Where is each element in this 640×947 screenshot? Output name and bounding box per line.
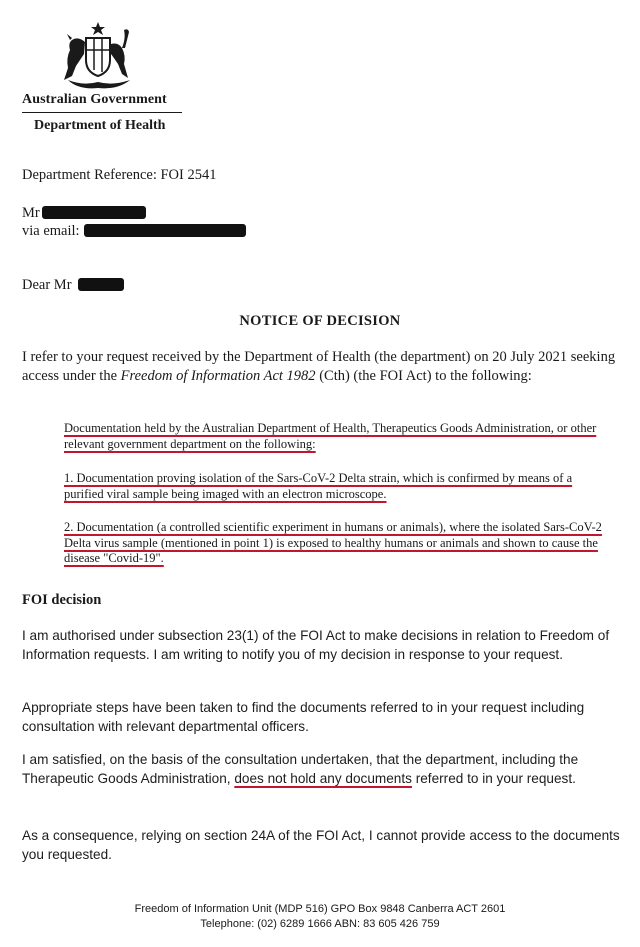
intro-text-part2: (Cth) (the FOI Act) to the following: <box>315 368 532 384</box>
recipient-email-label: via email: <box>22 223 80 239</box>
request-item-1: 1. Documentation proving isolation of the Sars-CoV-2 Delta strain, which is confirmed by means of a purified viral sample being imaged with an electron microscope. <box>64 471 573 501</box>
coat-of-arms-icon <box>58 20 138 90</box>
request-item-intro: Documentation held by the Australian Department of Health, Therapeutics Goods Administration, or other relevant government department on the following: <box>64 421 597 451</box>
decision-p3-before: I am satisfied, on the basis of the consultation undertaken, that the department, including the Therapeutic Goods Administration, <box>22 752 579 786</box>
intro-paragraph <box>22 348 618 386</box>
decision-p3-after: referred to in your request. <box>411 771 576 786</box>
intro-text-part1: I refer to your request received by the Department of Health (the department) on 20 July 2021 seeking access under the <box>22 349 616 384</box>
footer-address: Freedom of Information Unit (MDP 516) GPO Box 9848 Canberra ACT 2601 <box>134 903 506 915</box>
decision-heading: FOI decision <box>22 592 102 608</box>
recipient-salutation: Mr <box>22 205 40 221</box>
government-title: Australian Government <box>22 92 167 107</box>
department-reference: Department Reference: FOI 2541 <box>22 167 217 183</box>
decision-paragraph-3 <box>22 750 622 788</box>
decision-paragraph-2: Appropriate steps have been taken to find the documents referred to in your request including consultation with relevant departmental officers. <box>22 700 585 734</box>
act-name: Freedom of Information Act 1982 <box>120 368 316 384</box>
notice-title: NOTICE OF DECISION <box>239 313 401 329</box>
redacted-name-block <box>42 206 146 219</box>
decision-p3-highlight: does not hold any documents <box>234 771 412 786</box>
redacted-greeting-name <box>78 278 124 291</box>
department-title: Department of Health <box>34 118 166 133</box>
decision-paragraph-1: I am authorised under subsection 23(1) of the FOI Act to make decisions in relation to Freedom of Information requests. I am writing to notify you of my decision in response to your request. <box>22 628 610 662</box>
recipient-email-line <box>22 222 246 240</box>
recipient-name-line <box>22 204 146 222</box>
redacted-email-block <box>84 224 246 237</box>
decision-paragraph-4: As a consequence, relying on section 24A of the FOI Act, I cannot provide access to the documents you requested. <box>22 828 620 862</box>
greeting-line <box>22 276 124 294</box>
greeting-text: Dear Mr <box>22 277 72 293</box>
footer-contact: Telephone: (02) 6289 1666 ABN: 83 605 426 759 <box>200 918 440 930</box>
header-divider <box>22 112 182 113</box>
request-item-2: 2. Documentation (a controlled scientific experiment in humans or animals), where the isolated Sars-CoV-2 Delta virus sample (mentioned in point 1) is exposed to healthy humans or animals and shown to cause the disease "Covid-19". <box>64 520 602 565</box>
